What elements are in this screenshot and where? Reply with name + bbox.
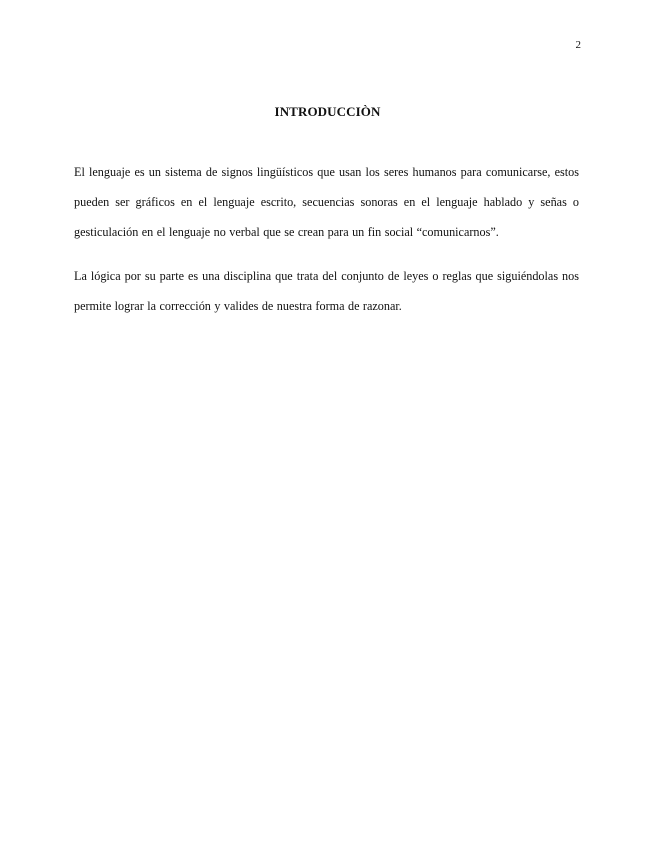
paragraph-introduction-language: El lenguaje es un sistema de signos lingüísticos que usan los seres humanos para comunicarse, estos pueden ser gráficos en el lenguaje escrito, secuencias sonoras en el lenguaje hablado y señas o gesticulación en el lenguaje no verbal que se crean para un fin social “comunicarnos”. — [74, 165, 579, 239]
page-number: 2 — [575, 39, 581, 51]
page-title: INTRODUCCIÒN — [274, 104, 381, 119]
paragraph-introduction-logic: La lógica por su parte es una disciplina que trata del conjunto de leyes o reglas que siguiéndolas nos permite lograr la corrección y valides de nuestra forma de razonar. — [74, 269, 579, 313]
